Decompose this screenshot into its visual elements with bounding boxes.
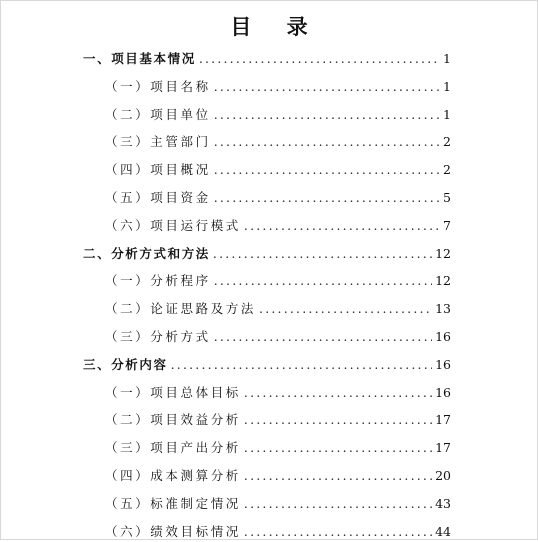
toc-dot-leader	[214, 107, 440, 122]
toc-page-number: 2	[443, 162, 451, 178]
toc-entry-label: （一）分析程序	[105, 273, 211, 289]
toc-page-number: 44	[435, 523, 451, 539]
toc-page-number: 16	[435, 329, 451, 344]
toc-page-number: 12	[435, 273, 451, 289]
toc-entry-label: （三）项目产出分析	[105, 440, 241, 456]
toc-dot-leader	[214, 162, 440, 177]
toc-entry-label: （二）论证思路及方法	[105, 301, 257, 317]
toc-page-number: 1	[443, 78, 451, 94]
toc-section-entry[interactable]	[83, 49, 451, 69]
toc-page-number: 16	[435, 356, 451, 372]
toc-page-number: 5	[443, 190, 451, 205]
toc-subsection-entry[interactable]	[105, 188, 451, 208]
toc-page-number: 12	[435, 245, 451, 261]
toc-page-number: 13	[435, 301, 451, 317]
toc-page-number: 2	[443, 134, 451, 150]
toc-dot-leader	[244, 524, 432, 539]
toc-page-number: 43	[435, 495, 451, 511]
toc-page-number: 17	[435, 440, 451, 456]
toc-entry-label: （三）分析方式	[105, 329, 211, 344]
toc-subsection-entry[interactable]	[105, 494, 451, 514]
toc-dot-leader	[244, 218, 440, 233]
toc-subsection-entry[interactable]	[105, 438, 451, 458]
toc-dot-leader	[199, 51, 440, 66]
toc-entry-label: （二）项目效益分析	[105, 412, 241, 428]
toc-subsection-entry[interactable]	[105, 466, 451, 486]
toc-entry-label: （六）项目运行模式	[105, 217, 241, 233]
toc-subsection-entry[interactable]	[105, 383, 451, 403]
toc-subsection-entry[interactable]	[105, 271, 451, 291]
toc-subsection-entry[interactable]	[105, 105, 451, 125]
toc-entry-label: 一、项目基本情况	[83, 51, 196, 66]
toc-section-entry[interactable]	[83, 244, 451, 264]
toc-page-number: 20	[435, 468, 451, 483]
toc-entry-label: （五）项目资金	[105, 190, 211, 205]
toc-page-number: 16	[435, 384, 451, 400]
toc-dot-leader	[213, 246, 432, 261]
toc-entry-label: （四）成本测算分析	[105, 468, 241, 483]
toc-dot-leader	[214, 134, 440, 149]
toc-dot-leader	[214, 79, 440, 94]
toc-entry-label: （一）项目名称	[105, 78, 211, 94]
toc-dot-leader	[244, 440, 432, 455]
toc-entry-label: （四）项目概况	[105, 162, 211, 178]
toc-dot-leader	[214, 329, 432, 344]
toc-dot-leader	[244, 468, 432, 483]
toc-subsection-entry[interactable]	[105, 522, 451, 542]
toc-dot-leader	[244, 496, 432, 511]
toc-page-number: 7	[443, 217, 451, 233]
toc-entry-label: （六）绩效目标情况	[105, 523, 241, 539]
toc-dot-leader	[214, 273, 432, 288]
toc-subsection-entry[interactable]	[105, 77, 451, 97]
toc-entry-label: （一）项目总体目标	[105, 384, 241, 400]
toc-subsection-entry[interactable]	[105, 160, 451, 180]
toc-subsection-entry[interactable]	[105, 132, 451, 152]
toc-entry-label: （五）标准制定情况	[105, 495, 241, 511]
toc-subsection-entry[interactable]	[105, 327, 451, 347]
toc-dot-leader	[259, 301, 432, 316]
toc-page-number: 1	[443, 106, 451, 122]
toc-page-number: 17	[435, 412, 451, 428]
toc-entry-label: （二）项目单位	[105, 106, 211, 122]
toc-subsection-entry[interactable]	[105, 410, 451, 430]
toc-entry-label: 三、分析内容	[83, 356, 168, 372]
toc-dot-leader	[244, 385, 432, 400]
toc-dot-leader	[214, 190, 440, 205]
toc-subsection-entry[interactable]	[105, 299, 451, 319]
toc-section-entry[interactable]	[83, 355, 451, 375]
toc-dot-leader	[171, 357, 432, 372]
toc-dot-leader	[244, 412, 432, 427]
toc-subsection-entry[interactable]	[105, 216, 451, 236]
toc-entry-label: （三）主管部门	[105, 134, 211, 150]
toc-page-number: 1	[443, 51, 451, 66]
toc-entry-label: 二、分析方式和方法	[83, 245, 210, 261]
document-title: 目 录	[230, 14, 322, 39]
